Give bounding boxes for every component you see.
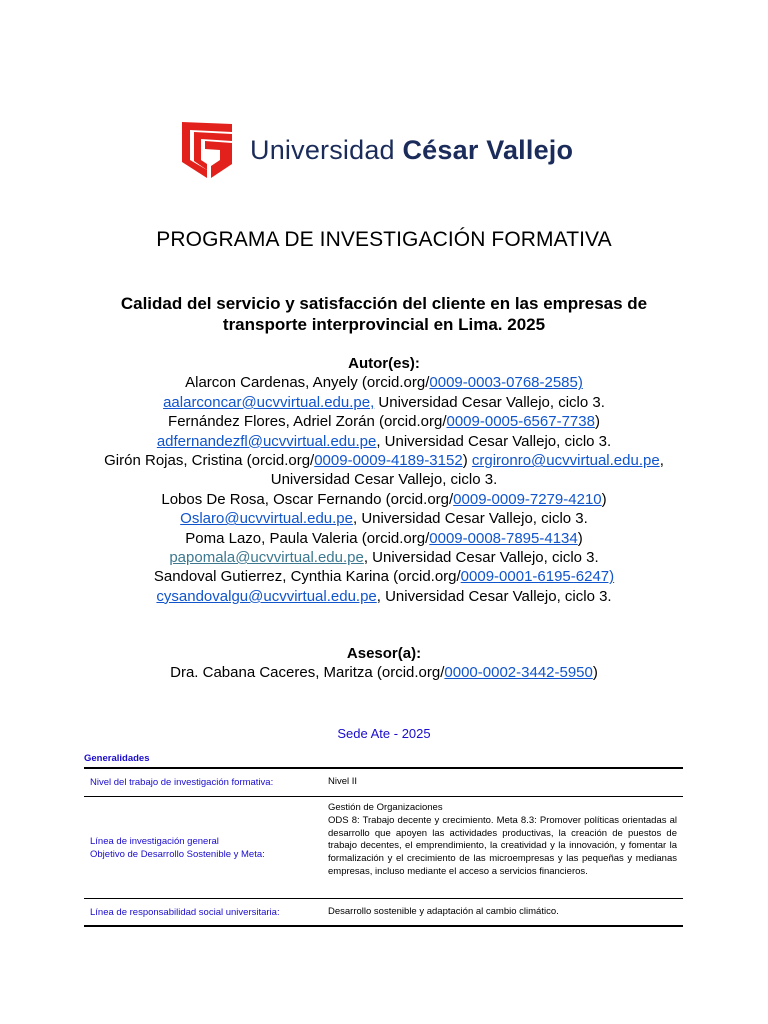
author-2-close: ) bbox=[594, 413, 600, 431]
author-5-name: Poma Lazo, Paula Valeria (orcid.org/ bbox=[185, 529, 430, 547]
generalidades-title: Generalidades bbox=[84, 753, 150, 764]
advisor-line bbox=[0, 663, 768, 682]
advisor-block bbox=[0, 644, 768, 682]
author-3-affiliation: Universidad Cesar Vallejo, ciclo 3. bbox=[270, 471, 498, 489]
author-4-email-line bbox=[0, 509, 768, 528]
university-logo bbox=[182, 122, 573, 178]
sede-label: Sede Ate - 2025 bbox=[337, 726, 431, 741]
research-level-label: Nivel del trabajo de investigación formativa: bbox=[90, 777, 274, 788]
author-4-close: ) bbox=[601, 490, 607, 508]
authors-heading: Autor(es): bbox=[348, 355, 420, 372]
research-line-label-line-1: Línea de investigación general bbox=[90, 835, 219, 847]
author-5-close: ) bbox=[577, 529, 583, 547]
author-2-orcid-link[interactable]: 0009-0005-6567-7738 bbox=[446, 413, 595, 431]
author-4-line bbox=[0, 490, 768, 509]
author-6-orcid-link[interactable]: 0009-0001-6195-6247) bbox=[460, 568, 615, 586]
author-6-email-link[interactable]: cysandovalgu@ucvvirtual.edu.pe bbox=[156, 587, 377, 605]
author-4-affiliation: , Universidad Cesar Vallejo, ciclo 3. bbox=[352, 510, 588, 528]
authors-block bbox=[0, 354, 768, 606]
university-name-bold: César Vallejo bbox=[402, 134, 574, 165]
author-3-comma: , bbox=[659, 452, 664, 470]
author-6-email-line bbox=[0, 587, 768, 606]
university-name-regular: Universidad bbox=[250, 134, 403, 165]
advisor-close: ) bbox=[592, 664, 598, 681]
author-6-name: Sandoval Gutierrez, Cynthia Karina (orcid.org/ bbox=[153, 568, 461, 586]
university-name bbox=[250, 135, 573, 166]
thesis-title-line-2: transporte interprovincial en Lima. 2025 bbox=[222, 315, 546, 334]
advisor-name: Dra. Cabana Caceres, Maritza (orcid.org/ bbox=[170, 664, 445, 681]
advisor-orcid-link[interactable]: 0000-0002-3442-5950 bbox=[444, 664, 593, 681]
generalidades-table bbox=[84, 767, 683, 927]
author-4-email-link[interactable]: Oslaro@ucvvirtual.edu.pe bbox=[180, 510, 353, 528]
author-4-orcid-link[interactable]: 0009-0009-7279-4210 bbox=[453, 490, 602, 508]
author-3-email-link[interactable]: crgironro@ucvvirtual.edu.pe bbox=[471, 452, 660, 470]
author-1-email-link[interactable]: aalarconcar@ucvvirtual.edu.pe, bbox=[163, 393, 375, 411]
author-6-line bbox=[0, 567, 768, 586]
ucv-shield-icon bbox=[182, 122, 232, 178]
author-3-line bbox=[0, 451, 768, 470]
author-1-name: Alarcon Cardenas, Anyely (orcid.org/ bbox=[185, 374, 430, 392]
advisor-heading: Asesor(a): bbox=[346, 645, 422, 662]
research-line-value bbox=[320, 797, 683, 898]
research-line-value-title: Gestión de Organizaciones bbox=[328, 802, 443, 813]
author-3-close: ) bbox=[462, 452, 472, 470]
author-6-affiliation: , Universidad Cesar Vallejo, ciclo 3. bbox=[376, 587, 612, 605]
social-responsibility-value: Desarrollo sostenible y adaptación al cambio climático. bbox=[328, 905, 559, 917]
program-title: PROGRAMA DE INVESTIGACIÓN FORMATIVA bbox=[156, 228, 612, 251]
research-line-label bbox=[84, 797, 320, 898]
social-responsibility-label: Línea de responsabilidad social universitaria: bbox=[90, 906, 280, 918]
ods-description: ODS 8: Trabajo decente y crecimiento. Meta 8.3: Promover políticas orientadas al desarrollo que apoyen las actividades productivas, la creación de puestos de trabajo decentes, el emprendimiento, la creatividad y la innovación, y fomentar la formalización y el crecimiento de las microempresas y las pequeñas y medianas empresas, incluso mediante el acceso a servicios financieros. bbox=[328, 814, 677, 877]
research-level-value: Nivel II bbox=[328, 776, 358, 788]
thesis-title-line-1: Calidad del servicio y satisfacción del cliente en las empresas de bbox=[120, 294, 648, 313]
author-1-orcid-link[interactable]: 0009-0003-0768-2585) bbox=[429, 374, 583, 392]
author-1-affiliation: Universidad Cesar Vallejo, ciclo 3. bbox=[374, 393, 605, 411]
author-5-affiliation: , Universidad Cesar Vallejo, ciclo 3. bbox=[363, 549, 599, 567]
table-row bbox=[84, 899, 683, 925]
author-2-line bbox=[0, 412, 768, 431]
author-5-email-link[interactable]: papomala@ucvvirtual.edu.pe bbox=[169, 549, 364, 567]
author-5-orcid-link[interactable]: 0009-0008-7895-4134 bbox=[429, 529, 578, 547]
author-2-affiliation: , Universidad Cesar Vallejo, ciclo 3. bbox=[376, 432, 612, 450]
author-3-name: Girón Rojas, Cristina (orcid.org/ bbox=[104, 452, 315, 470]
author-2-email-line bbox=[0, 432, 768, 451]
thesis-title bbox=[80, 293, 688, 335]
research-line-label-line-2: Objetivo de Desarrollo Sostenible y Meta: bbox=[90, 848, 265, 860]
author-3-orcid-link[interactable]: 0009-0009-4189-3152 bbox=[314, 452, 463, 470]
author-5-email-line bbox=[0, 548, 768, 567]
author-2-email-link[interactable]: adfernandezfl@ucvvirtual.edu.pe bbox=[156, 432, 377, 450]
author-2-name: Fernández Flores, Adriel Zorán (orcid.org/ bbox=[168, 413, 447, 431]
table-row bbox=[84, 769, 683, 797]
author-5-line bbox=[0, 529, 768, 548]
author-1-email-line bbox=[0, 393, 768, 412]
author-1-line bbox=[0, 373, 768, 392]
table-row bbox=[84, 797, 683, 899]
author-4-name: Lobos De Rosa, Oscar Fernando (orcid.org/ bbox=[161, 490, 454, 508]
